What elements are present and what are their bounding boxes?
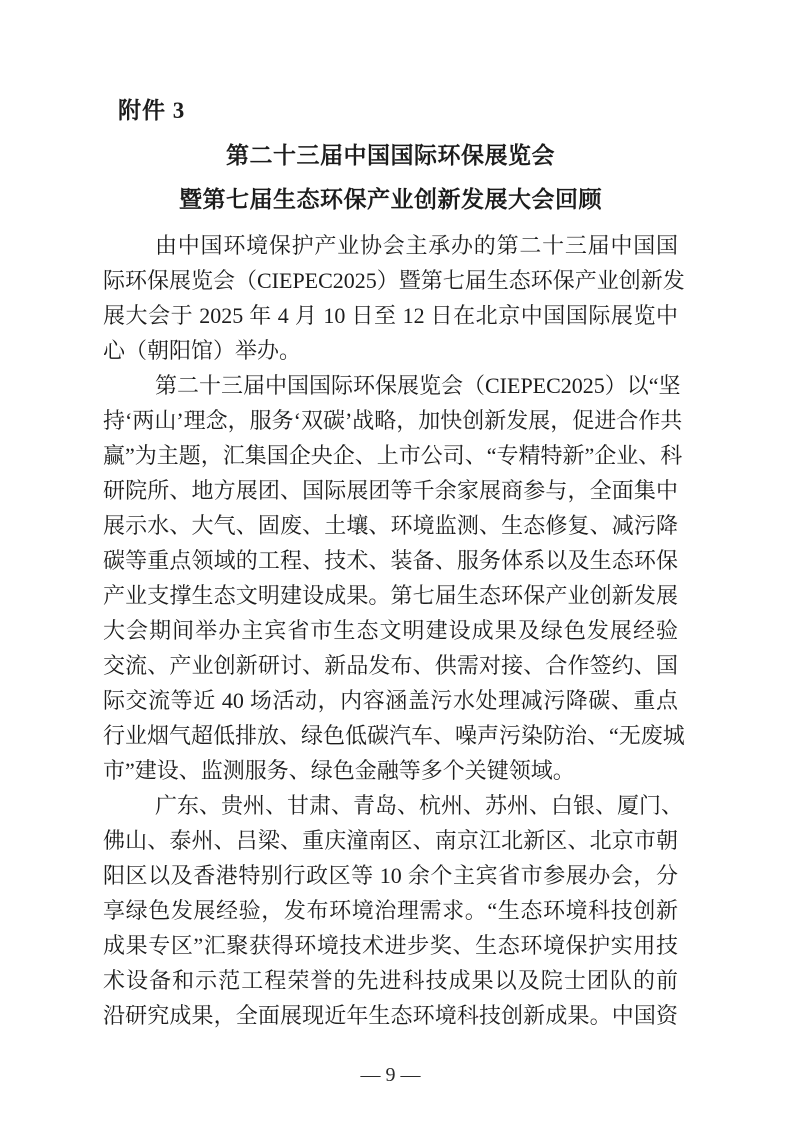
paragraph bbox=[103, 228, 685, 368]
attachment-label: 附件 3 bbox=[118, 98, 186, 123]
text-line: 术设备和示范工程荣誉的先进科技成果以及院士团队的前 bbox=[103, 968, 678, 993]
text-line: 市”建设、监测服务、绿色金融等多个关键领域。 bbox=[103, 758, 575, 783]
text-line: 展大会于 2025 年 4 月 10 日至 12 日在北京中国国际展览中 bbox=[103, 303, 678, 328]
text-line: 享绿色发展经验，发布环境治理需求。“生态环境科技创新 bbox=[103, 898, 678, 923]
text-line: 展示水、大气、固废、土壤、环境监测、生态修复、减污降 bbox=[103, 513, 678, 538]
paragraph bbox=[103, 788, 684, 1033]
text-line: 沿研究成果，全面展现近年生态环境科技创新成果。中国资 bbox=[103, 1003, 678, 1028]
text-line: 心（朝阳馆）举办。 bbox=[103, 338, 302, 363]
text-line: 大会期间举办主宾省市生态文明建设成果及绿色发展经验 bbox=[103, 618, 678, 643]
text-line: 际交流等近 40 场活动，内容涵盖污水处理减污降碳、重点 bbox=[103, 688, 678, 713]
text-line: 碳等重点领域的工程、技术、装备、服务体系以及生态环保 bbox=[103, 548, 678, 573]
text-line: 研院所、地方展团、国际展团等千余家展商参与，全面集中 bbox=[103, 478, 678, 503]
text-line: 成果专区”汇聚获得环境技术进步奖、生态环境保护实用技 bbox=[103, 933, 678, 958]
text-line: 广东、贵州、甘肃、青岛、杭州、苏州、白银、厦门、 bbox=[155, 793, 684, 818]
text-line: 际环保展览会（CIEPEC2025）暨第七届生态环保产业创新发 bbox=[103, 268, 685, 293]
page-number: — 9 — bbox=[360, 1064, 421, 1086]
text-line: 产业支撑生态文明建设成果。第七届生态环保产业创新发展 bbox=[103, 583, 678, 608]
document-body bbox=[103, 228, 685, 1033]
text-line: 行业烟气超低排放、绿色低碳汽车、噪声污染防治、“无废城 bbox=[103, 723, 685, 748]
text-line: 佛山、泰州、吕梁、重庆潼南区、南京江北新区、北京市朝 bbox=[103, 828, 678, 853]
text-line: 赢”为主题，汇集国企央企、上市公司、“专精特新”企业、科 bbox=[103, 443, 683, 468]
document-title-line2: 暨第七届生态环保产业创新发展大会回顾 bbox=[179, 187, 602, 212]
text-line: 第二十三届中国国际环保展览会（CIEPEC2025）以“坚 bbox=[155, 373, 681, 398]
paragraph bbox=[103, 368, 685, 788]
text-line: 持‘两山’理念，服务‘双碳’战略，加快创新发展，促进合作共 bbox=[103, 408, 683, 433]
text-line: 阳区以及香港特别行政区等 10 余个主宾省市参展办会，分 bbox=[103, 863, 678, 888]
document-title-line1: 第二十三届中国国际环保展览会 bbox=[226, 143, 555, 168]
text-line: 由中国环境保护产业协会主承办的第二十三届中国国 bbox=[155, 233, 678, 258]
text-line: 交流、产业创新研讨、新品发布、供需对接、合作签约、国 bbox=[103, 653, 678, 678]
